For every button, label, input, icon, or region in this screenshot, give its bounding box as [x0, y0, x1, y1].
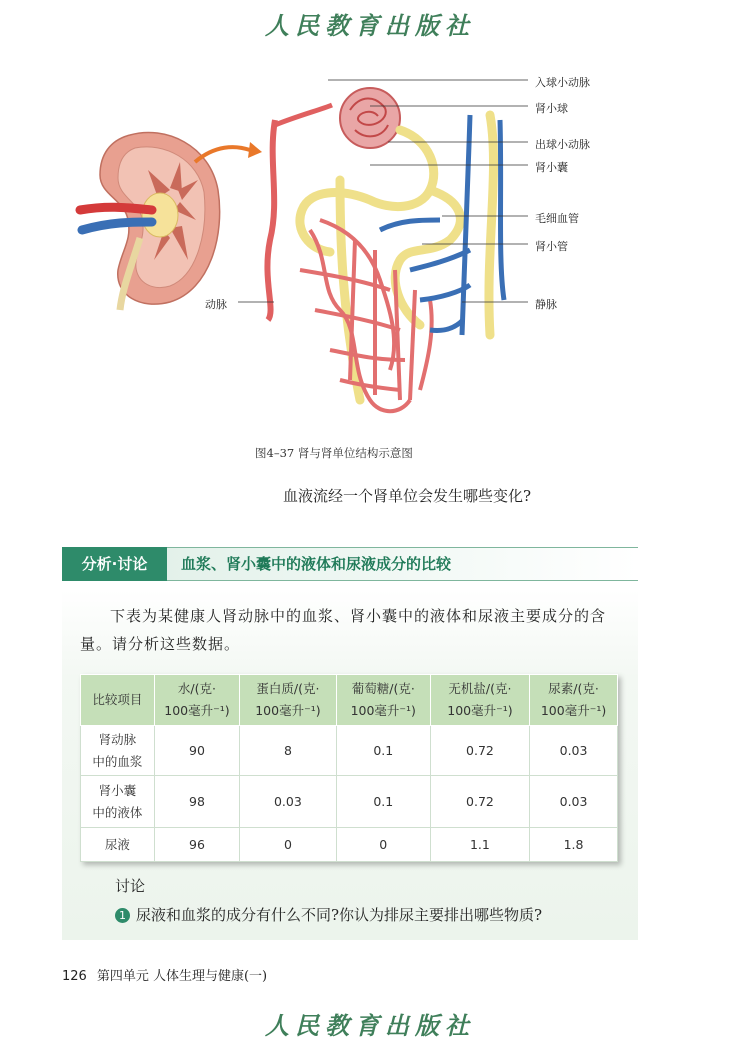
table-cell: 0.03 [530, 776, 618, 828]
table-row [81, 828, 618, 862]
table-row [81, 776, 618, 828]
table-header-cell: 蛋白质/(克· 100毫升⁻¹) [240, 675, 337, 726]
composition-table [80, 674, 618, 862]
table-cell: 0.03 [530, 726, 618, 776]
discussion-title: 讨论 [115, 877, 146, 895]
table-cell: 98 [154, 776, 239, 828]
table-cell: 0.03 [240, 776, 337, 828]
label-glomerulus: 肾小球 [535, 102, 568, 115]
table-row [81, 726, 618, 776]
label-efferent-arteriole: 出球小动脉 [535, 138, 590, 151]
table-header-row [81, 675, 618, 726]
discussion-question-text: 尿液和血浆的成分有什么不同?你认为排尿主要排出哪些物质? [136, 906, 543, 924]
row-label: 肾动脉 中的血浆 [81, 726, 155, 776]
unit-title: 第四单元 人体生理与健康(一) [96, 969, 268, 984]
table-cell: 0.72 [430, 776, 529, 828]
table-cell: 0.72 [430, 726, 529, 776]
number-badge: 1 [115, 908, 130, 923]
table-cell: 0 [240, 828, 337, 862]
section-tag: 分析·讨论 [62, 547, 167, 581]
table-header-cell: 尿素/(克· 100毫升⁻¹) [530, 675, 618, 726]
page-footer [62, 965, 267, 984]
table-cell: 8 [240, 726, 337, 776]
publisher-watermark-top: 人民教育出版社 [265, 11, 475, 40]
table-cell: 0.1 [336, 726, 430, 776]
section-intro: 下表为某健康人肾动脉中的血浆、肾小囊中的液体和尿液主要成分的含量。请分析这些数据。 [80, 607, 607, 653]
label-afferent-arteriole: 入球小动脉 [535, 76, 590, 89]
section-title: 血浆、肾小囊中的液体和尿液成分的比较 [167, 547, 638, 581]
table-header-cell: 葡萄糖/(克· 100毫升⁻¹) [336, 675, 430, 726]
table-cell: 1.1 [430, 828, 529, 862]
label-artery: 动脉 [205, 298, 227, 311]
label-capillary: 毛细血管 [535, 212, 579, 225]
label-vein: 静脉 [535, 298, 557, 311]
table-cell: 96 [154, 828, 239, 862]
table-header-cell: 水/(克· 100毫升⁻¹) [154, 675, 239, 726]
row-label: 尿液 [81, 828, 155, 862]
table-cell: 90 [154, 726, 239, 776]
table-header-cell: 比较项目 [81, 675, 155, 726]
publisher-watermark-bottom: 人民教育出版社 [265, 1011, 475, 1040]
lead-question: 血液流经一个肾单位会发生哪些变化? [283, 487, 532, 505]
label-renal-capsule: 肾小囊 [535, 161, 568, 174]
table-header-cell: 无机盐/(克· 100毫升⁻¹) [430, 675, 529, 726]
table-cell: 0 [336, 828, 430, 862]
table-cell: 1.8 [530, 828, 618, 862]
page-number: 126 [62, 969, 87, 984]
label-renal-tubule: 肾小管 [535, 240, 568, 253]
discussion-question-1 [115, 904, 542, 925]
figure-caption: 图4–37 肾与肾单位结构示意图 [255, 446, 413, 460]
table-cell: 0.1 [336, 776, 430, 828]
row-label: 肾小囊 中的液体 [81, 776, 155, 828]
section-header [62, 547, 638, 581]
